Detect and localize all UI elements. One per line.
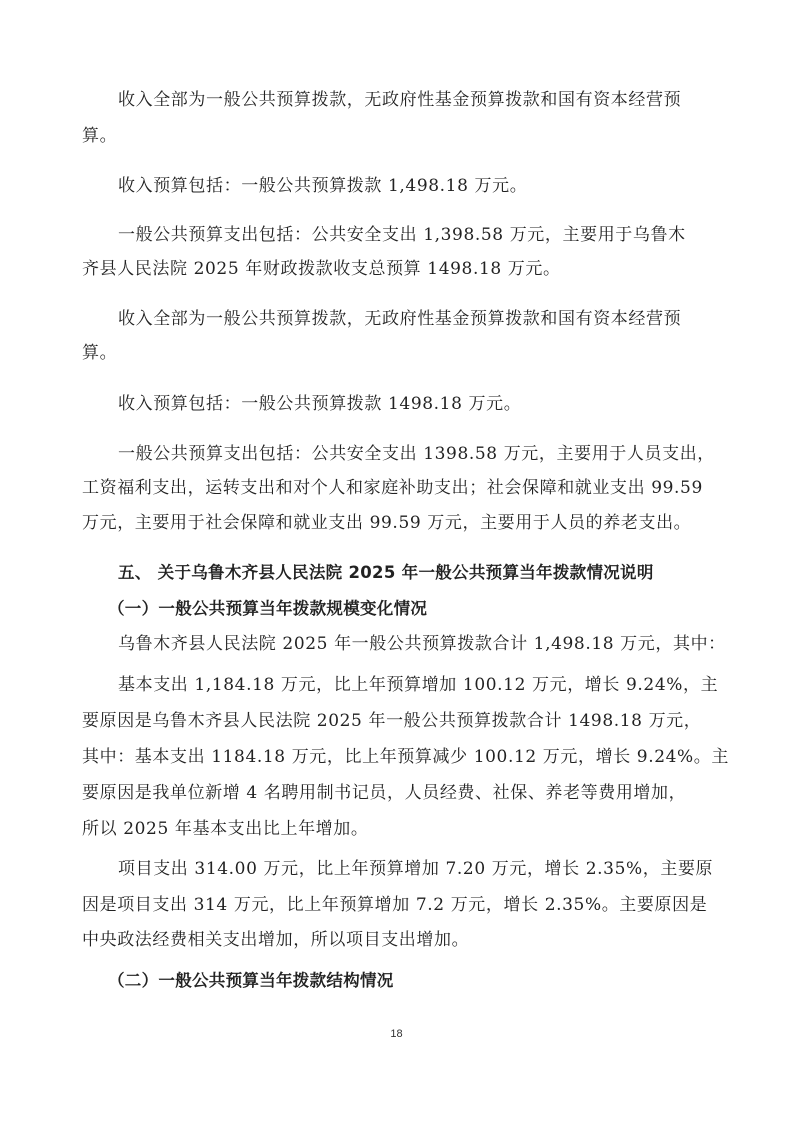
paragraph-line: 乌鲁木齐县人民法院 2025 年一般公共预算拨款合计 1,498.18 万元，其中： <box>118 634 726 654</box>
subsection-heading: （一）一般公共预算当年拨款规模变化情况 <box>108 599 428 618</box>
paragraph-line: 项目支出 314.00 万元，比上年预算增加 7.20 万元，增长 2.35%，主要原 <box>118 859 714 879</box>
paragraph-line: 要原因是乌鲁木齐县人民法院 2025 年一般公共预算拨款合计 1498.18 万元， <box>82 711 702 731</box>
paragraph-line: 收入全部为一般公共预算拨款，无政府性基金预算拨款和国有资本经营预 <box>118 90 682 110</box>
paragraph-line: 其中：基本支出 1184.18 万元，比上年预算减少 100.12 万元，增长 9.24%。主 <box>82 747 730 767</box>
paragraph-line: 因是项目支出 314 万元，比上年预算增加 7.2 万元，增长 2.35%。主要原因是 <box>82 895 708 915</box>
paragraph-line: 基本支出 1,184.18 万元，比上年预算增加 100.12 万元，增长 9.24%，主 <box>118 675 719 695</box>
paragraph-line: 算。 <box>82 126 118 146</box>
paragraph-line: 一般公共预算支出包括：公共安全支出 1398.58 万元，主要用于人员支出， <box>118 444 715 464</box>
paragraph-line: 收入预算包括：一般公共预算拨款 1,498.18 万元。 <box>118 176 528 196</box>
paragraph-line: 收入预算包括：一般公共预算拨款 1498.18 万元。 <box>118 394 522 414</box>
paragraph-line: 算。 <box>82 343 118 363</box>
section-heading: 五、 关于乌鲁木齐县人民法院 2025 年一般公共预算当年拨款情况说明 <box>118 563 654 582</box>
paragraph-line: 中央政法经费相关支出增加，所以项目支出增加。 <box>82 930 470 950</box>
paragraph-line: 要原因是我单位新增 4 名聘用制书记员，人员经费、社保、养老等费用增加， <box>82 783 687 803</box>
paragraph-line: 一般公共预算支出包括：公共安全支出 1,398.58 万元，主要用于乌鲁木 <box>118 225 686 245</box>
paragraph-line: 齐县人民法院 2025 年财政拨款收支总预算 1498.18 万元。 <box>82 259 561 279</box>
paragraph-line: 工资福利支出，运转支出和对个人和家庭补助支出；社会保障和就业支出 99.59 <box>82 478 703 498</box>
page-number: 18 <box>390 1028 403 1040</box>
paragraph-line: 收入全部为一般公共预算拨款，无政府性基金预算拨款和国有资本经营预 <box>118 309 682 329</box>
subsection-heading: （二）一般公共预算当年拨款结构情况 <box>108 971 394 990</box>
paragraph-line: 万元，主要用于社会保障和就业支出 99.59 万元，主要用于人员的养老支出。 <box>82 513 692 533</box>
paragraph-line: 所以 2025 年基本支出比上年增加。 <box>82 819 369 839</box>
